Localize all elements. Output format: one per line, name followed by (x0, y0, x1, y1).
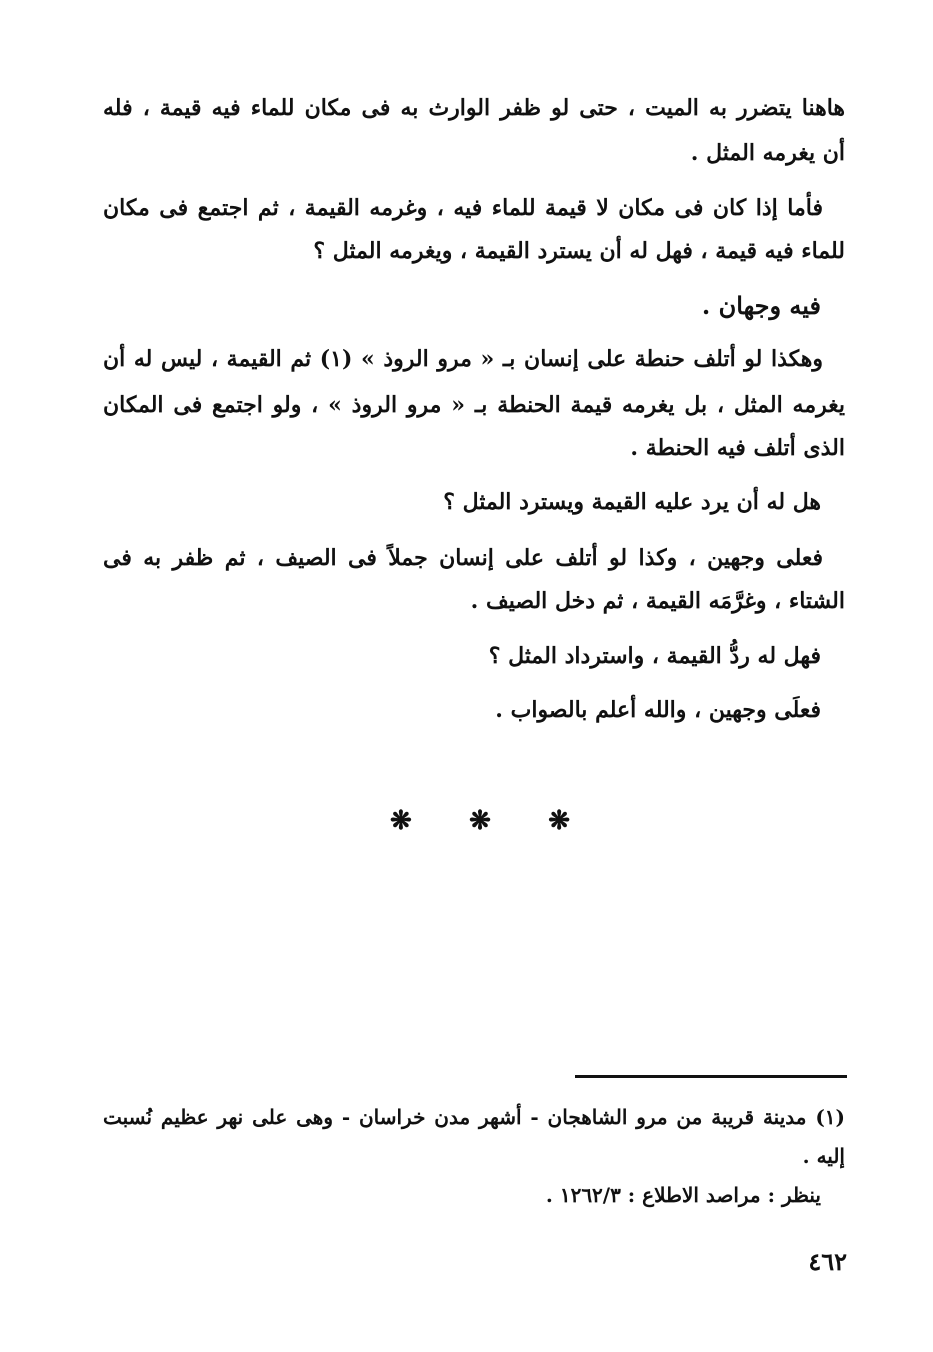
footnote-line-2: إليه . (802, 1144, 845, 1168)
body-line-13: فعلَى وجهين ، والله أعلم بالصواب . (495, 697, 821, 723)
body-line-2: أن يغرمه المثل . (690, 140, 845, 166)
section-separator (390, 806, 570, 836)
body-line-5: فيه وجهان . (701, 291, 821, 320)
body-line-6: وهكذا لو أتلف حنطة على إنسان بـ « مرو الروذ » (١) ثم القيمة ، ليس له أن (103, 346, 824, 372)
footnote-line-1: (١) مدينة قريبة من مرو الشاهجان - أشهر مدن خراسان - وهى على نهر عظيم نُسبت (103, 1105, 845, 1129)
footnote-rule (575, 1075, 847, 1078)
body-line-4: للماء فيه قيمة ، فهل له أن يسترد القيمة ، ويغرمه المثل ؟ (313, 238, 845, 264)
body-line-7: يغرمه المثل ، بل يغرمه قيمة الحنطة بـ « مرو الروذ » ، ولو اجتمع فى المكان (103, 392, 845, 418)
body-line-12: فهل له ردُّ القيمة ، واسترداد المثل ؟ (488, 643, 821, 669)
separator-star-1: ❋ (390, 806, 412, 836)
page-number: ٤٦٢ (808, 1247, 847, 1276)
separator-star-3: ❋ (548, 806, 570, 836)
body-line-11: الشتاء ، وغرَّمَه القيمة ، ثم دخل الصيف . (470, 588, 845, 614)
body-line-1: هاهنا يتضرر به الميت ، حتى لو ظفر الوارث به فى مكان للماء فيه قيمة ، فله (103, 95, 845, 121)
body-line-10: فعلى وجهين ، وكذا لو أتلف على إنسان جملاً فى الصيف ، ثم ظفر به فى (103, 545, 823, 571)
body-line-3: فأما إذا كان فى مكان لا قيمة للماء فيه ، وغرمه القيمة ، ثم اجتمع فى مكان (103, 195, 823, 221)
body-line-9: هل له أن يرد عليه القيمة ويسترد المثل ؟ (443, 489, 821, 515)
body-line-8: الذى أتلف فيه الحنطة . (630, 435, 845, 461)
separator-star-2: ❋ (469, 806, 491, 836)
footnote-line-3: ينظر : مراصد الاطلاع : ١٢٦٢/٣ . (545, 1183, 821, 1207)
